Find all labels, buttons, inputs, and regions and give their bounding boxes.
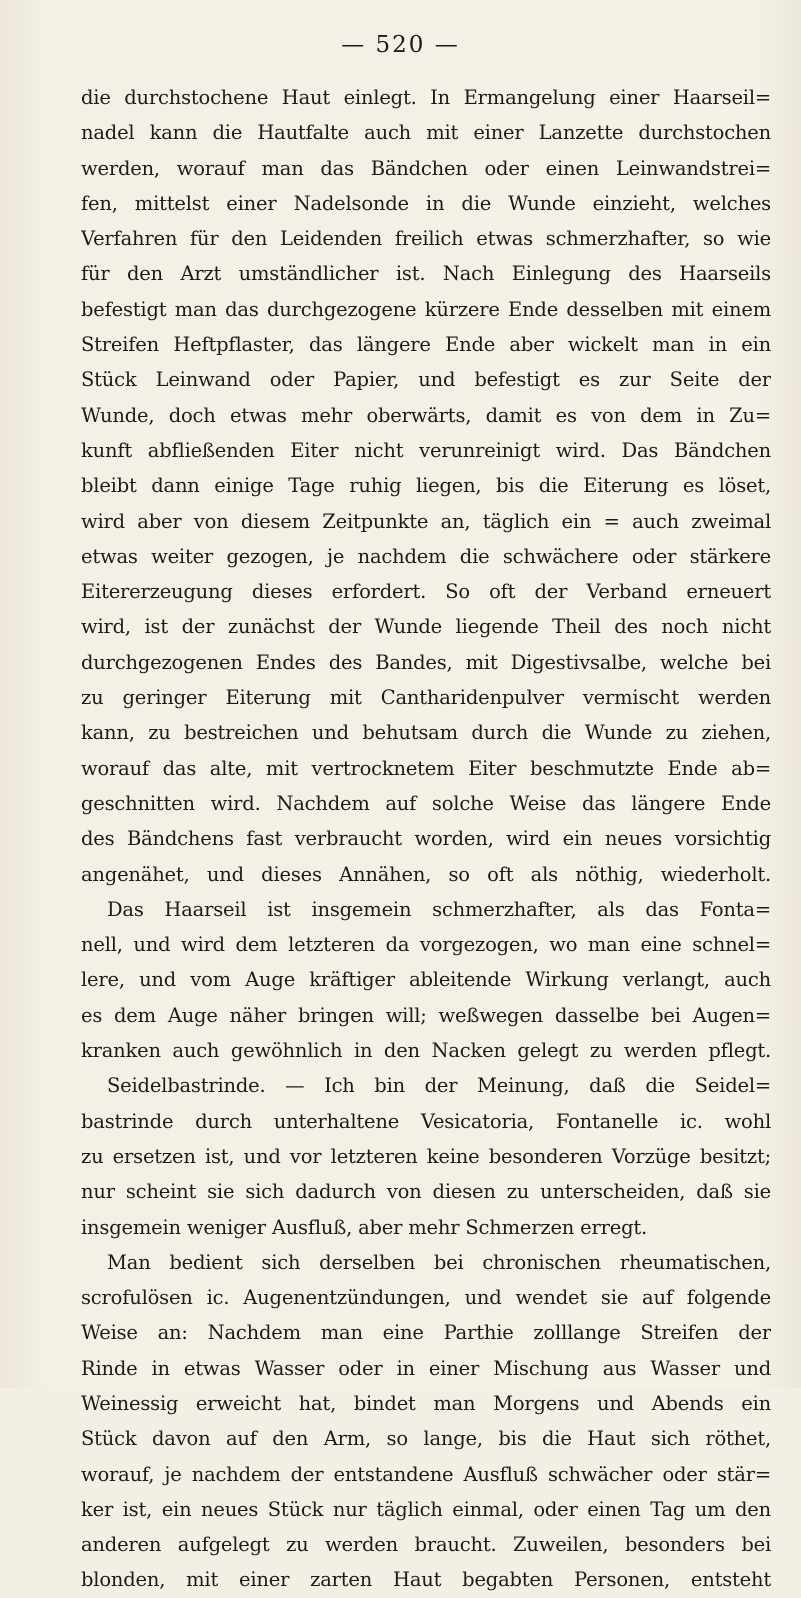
text-line: Seidelbastrinde. — Ich bin der Meinung, daß die Seidel= — [107, 1074, 771, 1098]
text-line: zu geringer Eiterung mit Cantharidenpulver vermischt werden — [81, 686, 771, 710]
page-number-header: — 520 — — [341, 32, 460, 58]
text-line: des Bändchens fast verbraucht worden, wird ein neues vorsichtig — [81, 827, 771, 851]
text-line: Eitererzeugung dieses erfordert. So oft der Verband erneuert — [81, 580, 771, 604]
text-line: Wunde, doch etwas mehr oberwärts, damit es von dem in Zu= — [81, 403, 771, 427]
text-line: Rinde in etwas Wasser oder in einer Mischung aus Wasser und — [81, 1356, 771, 1380]
text-line: wird aber von diesem Zeitpunkte an, täglich ein = auch zweimal — [81, 509, 771, 533]
text-line: bastrinde durch unterhaltene Vesicatoria, Fontanelle ic. wohl — [81, 1109, 771, 1133]
text-line: nadel kann die Hautfalte auch mit einer Lanzette durchstochen — [81, 121, 771, 145]
text-line: Weise an: Nachdem man eine Parthie zolllange Streifen der — [81, 1321, 771, 1345]
text-line: bleibt dann einige Tage ruhig liegen, bis die Eiterung es löset, — [81, 474, 771, 498]
text-line: geschnitten wird. Nachdem auf solche Weise das längere Ende — [81, 791, 771, 815]
text-line: anderen aufgelegt zu werden braucht. Zuweilen, besonders bei — [81, 1533, 771, 1557]
text-line: die durchstochene Haut einlegt. In Ermangelung einer Haarseil= — [81, 86, 771, 109]
text-line: scrofulösen ic. Augenentzündungen, und wendet sie auf folgende — [81, 1286, 771, 1310]
text-line: ker ist, ein neues Stück nur täglich einmal, oder einen Tag um den — [81, 1497, 771, 1521]
body-text — [81, 80, 771, 1598]
text-line: wird, ist der zunächst der Wunde liegende Theil des noch nicht — [81, 615, 771, 639]
text-line: Stück Leinwand oder Papier, und befestigt es zur Seite der — [81, 368, 771, 392]
text-line: Weinessig erweicht hat, bindet man Morgens und Abends ein — [81, 1391, 771, 1415]
text-line: zu ersetzen ist, und vor letzteren keine besonderen Vorzüge besitzt; — [81, 1144, 771, 1168]
text-line: Verfahren für den Leidenden freilich etwas schmerzhafter, so wie — [81, 227, 771, 251]
text-line: worauf das alte, mit vertrocknetem Eiter beschmutzte Ende ab= — [81, 756, 771, 780]
text-line: für den Arzt umständlicher ist. Nach Einlegung des Haarseils — [81, 262, 771, 286]
text-line: nell, und wird dem letzteren da vorgezogen, wo man eine schnel= — [81, 933, 771, 957]
text-line: Das Haarseil ist insgemein schmerzhafter, als das Fonta= — [107, 897, 771, 921]
text-line: Stück davon auf den Arm, so lange, bis die Haut sich röthet, — [81, 1427, 771, 1451]
text-line: es dem Auge näher bringen will; weßwegen dasselbe bei Augen= — [81, 1003, 771, 1027]
text-line: kunft abfließenden Eiter nicht verunreinigt wird. Das Bändchen — [81, 438, 771, 462]
text-line: kann, zu bestreichen und behutsam durch die Wunde zu ziehen, — [81, 721, 771, 745]
text-line: Streifen Heftpflaster, das längere Ende aber wickelt man in ein — [81, 333, 771, 357]
text-line: angenähet, und dieses Annähen, so oft als nöthig, wiederholt. — [81, 862, 771, 886]
text-line: lere, und vom Auge kräftiger ableitende Wirkung verlangt, auch — [81, 968, 771, 992]
text-line: werden, worauf man das Bändchen oder einen Leinwandstrei= — [81, 156, 771, 180]
text-line: fen, mittelst einer Nadelsonde in die Wunde einzieht, welches — [81, 191, 771, 215]
text-line: etwas weiter gezogen, je nachdem die schwächere oder stärkere — [81, 544, 771, 568]
text-line: insgemein weniger Ausfluß, aber mehr Schmerzen erregt. — [81, 1215, 647, 1239]
text-line: kranken auch gewöhnlich in den Nacken gelegt zu werden pflegt. — [81, 1039, 771, 1063]
text-line: blonden, mit einer zarten Haut begabten Personen, entsteht — [81, 1568, 771, 1592]
text-line: durchgezogenen Endes des Bandes, mit Digestivsalbe, welche bei — [81, 650, 771, 674]
text-line: nur scheint sie sich dadurch von diesen zu unterscheiden, daß sie — [81, 1180, 771, 1204]
text-line: Man bedient sich derselben bei chronischen rheumatischen, — [107, 1250, 771, 1274]
text-line: worauf, je nachdem der entstandene Ausfluß schwächer oder stär= — [81, 1462, 771, 1486]
text-line: befestigt man das durchgezogene kürzere Ende desselben mit einem — [81, 297, 771, 321]
